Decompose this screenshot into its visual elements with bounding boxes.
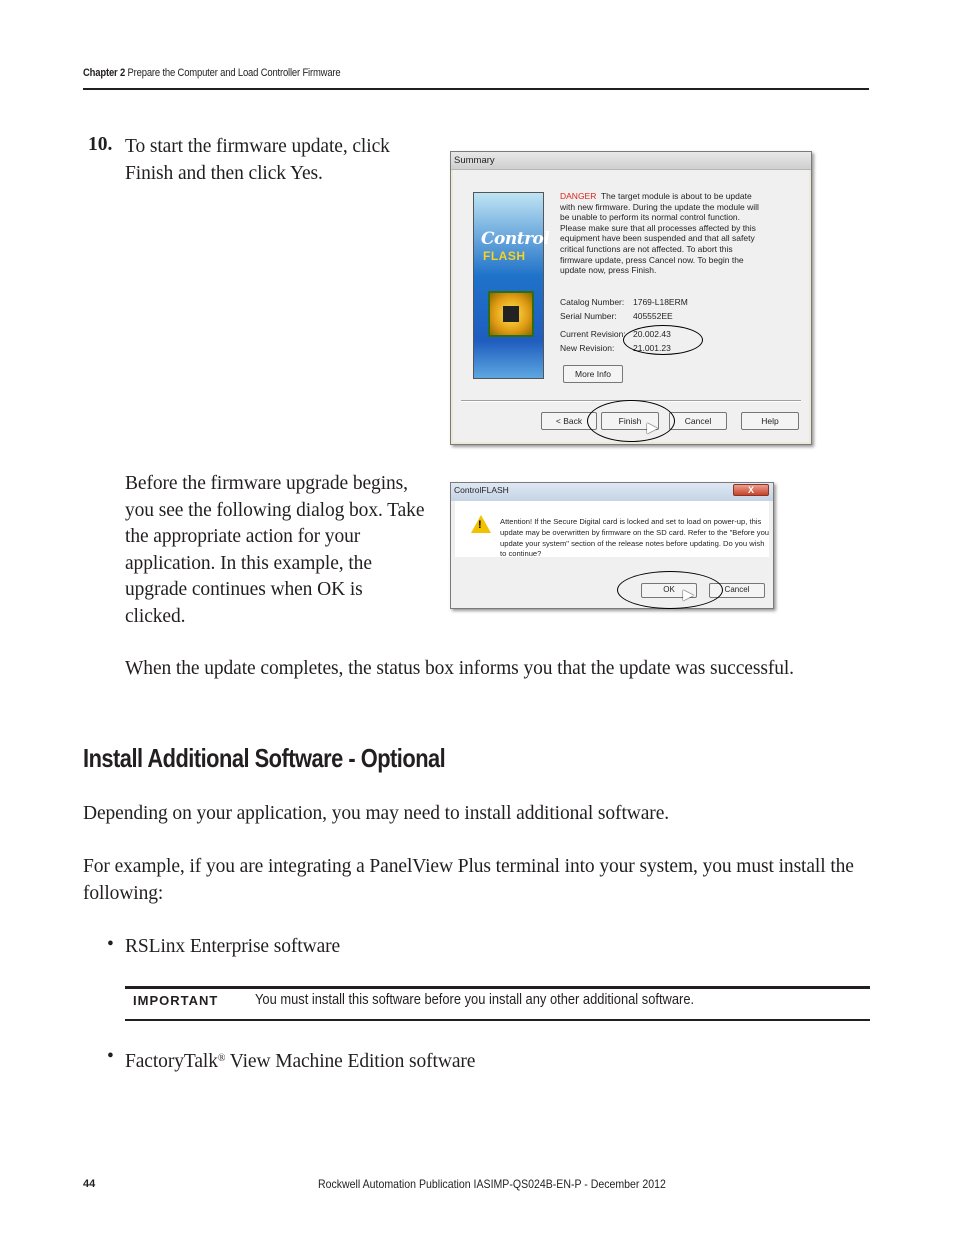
bullet-marker: •	[107, 1046, 114, 1067]
factorytalk-rest: View Machine Edition software	[225, 1051, 476, 1072]
controlflash-message-area: ! Attention! If the Secure Digital card is locked and set to load on power-up, this update may be overwritten by firmware on the SD card. Refer to the "Before you update your system" section of the release notes before updating. Do you wish to continue?	[455, 501, 769, 557]
section-title: Install Additional Software - Optional	[83, 743, 446, 773]
controlflash-dialog-screenshot	[450, 482, 774, 609]
important-label: IMPORTANT	[133, 993, 219, 1008]
finish-highlight-ellipse	[587, 400, 675, 442]
dialog-cancel-button[interactable]: Cancel	[709, 583, 765, 598]
current-revision-value: 20.002.43	[633, 329, 671, 339]
header-rule	[83, 88, 869, 90]
new-revision-value: 21.001.23	[633, 343, 671, 353]
danger-body: The target module is about to be update with new firmware. During the update the module will be unable to perform its normal control function. Please make sure that all processes affected by this equipment have been suspended and that all safety critical functions are not affected. To abort this firmware update, press Cancel now. To begin the update now, press Finish.	[560, 191, 759, 276]
current-revision-label: Current Revision:	[560, 329, 626, 339]
chapter-title: Prepare the Computer and Load Controller Firmware	[127, 67, 341, 79]
running-head	[83, 67, 340, 79]
registered-mark: ®	[217, 1053, 226, 1064]
section-paragraph-1: Depending on your application, you may need to install additional software.	[83, 803, 670, 824]
attention-message: Attention! If the Secure Digital card is locked and set to load on power-up, this update may be overwritten by firmware on the SD card. Refer to the "Before you update your system" section of the release notes before updating. Do you wish to continue?	[500, 517, 770, 559]
controlflash-dialog-title: ControlFLASH	[451, 483, 773, 501]
bullet-rslinx: RSLinx Enterprise software	[125, 936, 341, 957]
step-number: 10.	[88, 134, 113, 155]
logo-text-control: Control	[481, 229, 550, 249]
page-number: 44	[83, 1178, 96, 1190]
serial-label: Serial Number:	[560, 311, 617, 321]
section-paragraph-2: For example, if you are integrating a PanelView Plus terminal into your system, you must install the following:	[83, 856, 854, 904]
new-revision-label: New Revision:	[560, 343, 615, 353]
publication-footer: Rockwell Automation Publication IASIMP-QS024B-EN-P - December 2012	[318, 1177, 666, 1191]
summary-dialog-screenshot	[450, 151, 812, 445]
chapter-label: Chapter 2	[83, 67, 126, 79]
revision-highlight-ellipse	[623, 325, 703, 355]
step-text: To start the firmware update, click Finish and then click Yes.	[125, 136, 390, 184]
finish-button[interactable]: Finish	[601, 412, 659, 430]
mouse-cursor-icon-2: ▶	[683, 586, 694, 602]
catalog-label: Catalog Number:	[560, 297, 625, 307]
more-info-button[interactable]: More Info	[563, 365, 623, 383]
ok-button[interactable]: OK	[641, 583, 697, 598]
danger-label: DANGER	[560, 191, 597, 201]
paragraph-before-upgrade: Before the firmware upgrade begins, you see the following dialog box. Take the appropriate action for your application. In this example, the upgrade continues when OK is clicked.	[125, 473, 425, 627]
important-text: You must install this software before you install any other additional software.	[255, 991, 695, 1008]
important-top-rule	[125, 986, 870, 989]
chip-icon	[488, 291, 534, 337]
serial-value: 405552EE	[633, 311, 673, 321]
important-bottom-rule	[125, 1019, 870, 1021]
mouse-cursor-icon: ▶	[647, 419, 658, 435]
paragraph-update-complete: When the update completes, the status box informs you that the update was successful.	[125, 658, 794, 679]
summary-dialog-title: Summary	[451, 152, 811, 170]
factorytalk-name: FactoryTalk	[125, 1051, 218, 1072]
bullet-marker: •	[107, 934, 114, 955]
ok-highlight-ellipse	[617, 571, 723, 609]
catalog-value: 1769-L18ERM	[633, 297, 688, 307]
bullet-factorytalk	[125, 1046, 475, 1076]
back-button[interactable]: < Back	[541, 412, 597, 430]
help-button[interactable]: Help	[741, 412, 799, 430]
logo-text-flash: FLASH	[483, 249, 526, 263]
close-icon[interactable]: X	[733, 484, 769, 496]
controlflash-logo	[473, 192, 550, 379]
summary-dialog-body	[453, 170, 809, 442]
cancel-button[interactable]: Cancel	[669, 412, 727, 430]
danger-message	[560, 191, 765, 276]
